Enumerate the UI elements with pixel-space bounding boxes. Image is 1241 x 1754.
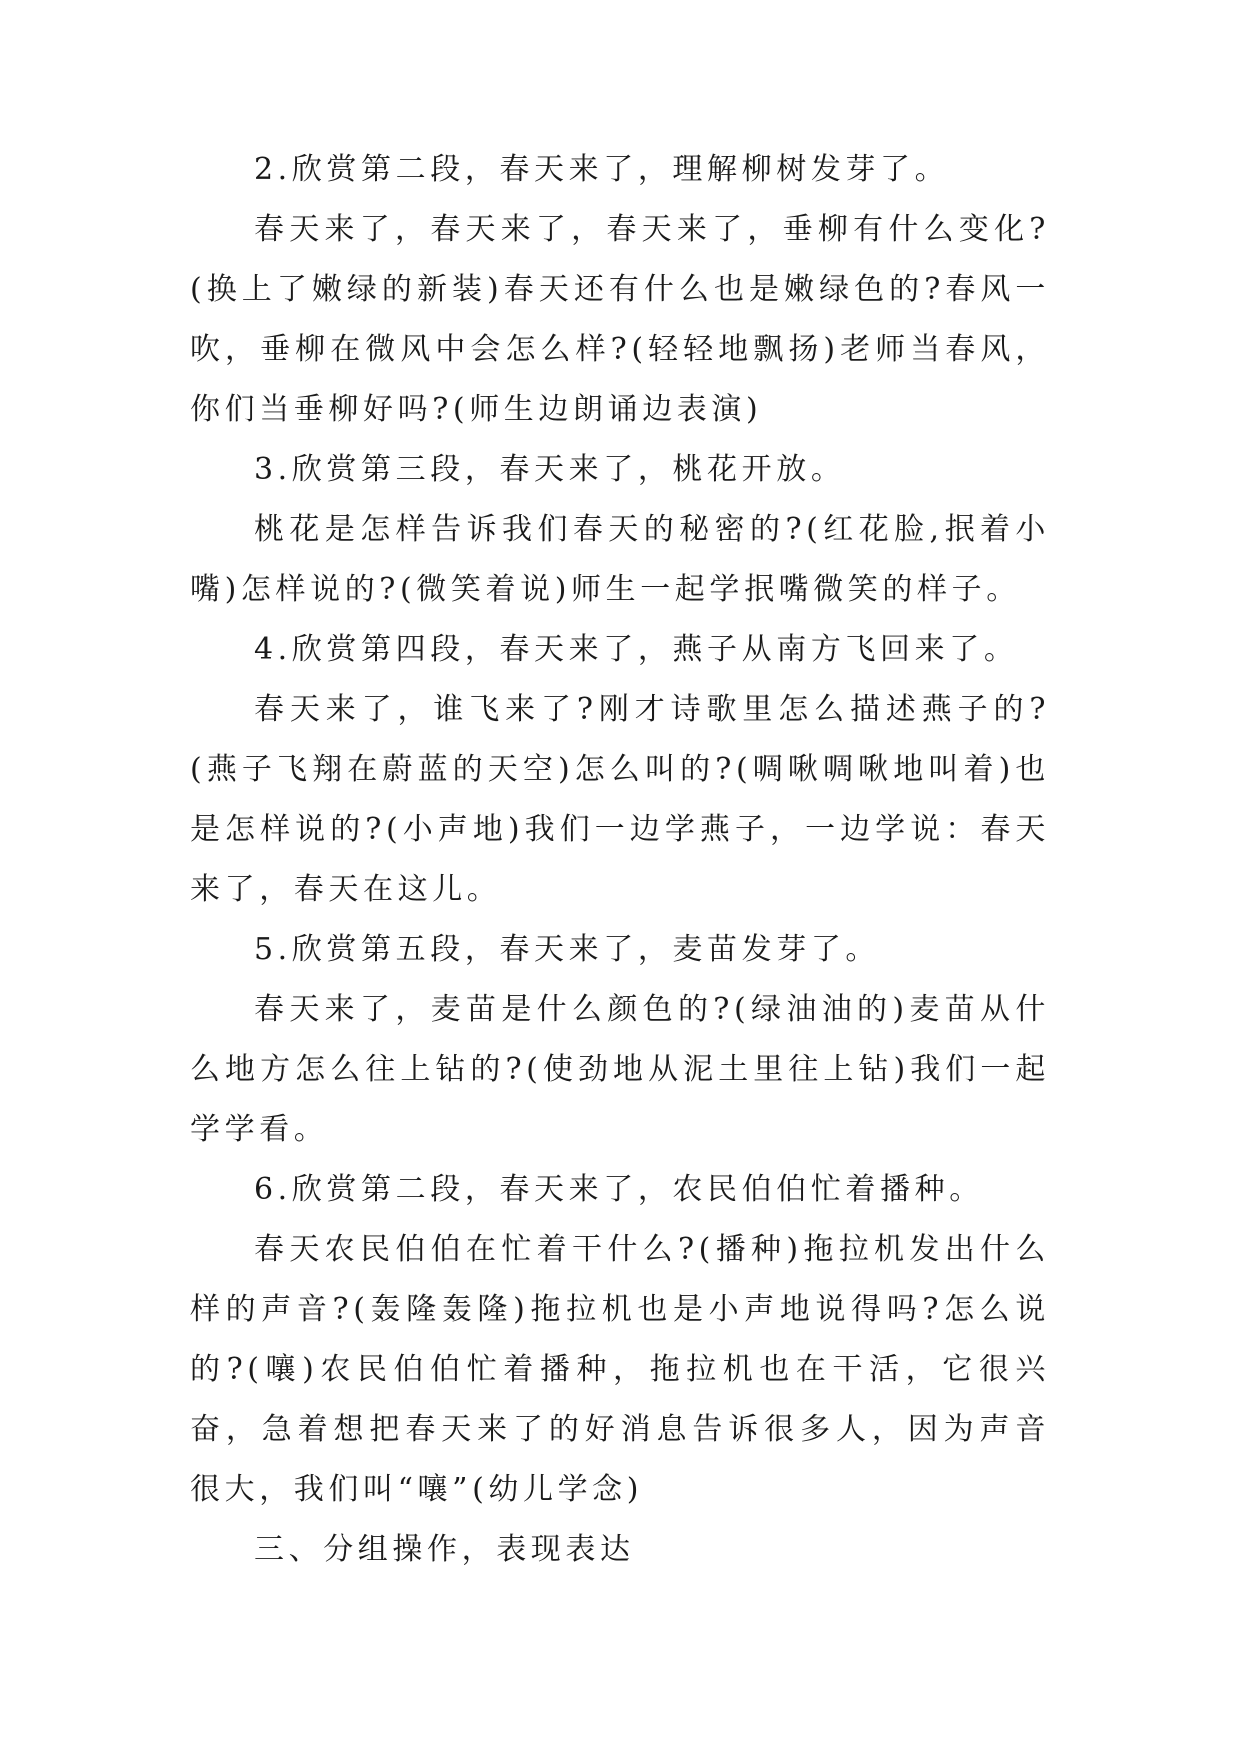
- body-paragraph: 桃花是怎样告诉我们春天的秘密的?(红花脸,抿着小嘴)怎样说的?(微笑着说)师生一起学抿嘴微笑的样子。: [190, 512, 1050, 607]
- step-heading: 6.欣赏第二段，春天来了，农民伯伯忙着播种。: [254, 1172, 984, 1207]
- body-paragraph: 春天来了，谁飞来了?刚才诗歌里怎么描述燕子的?(燕子飞翔在蔚蓝的天空)怎么叫的?(啁啾啁啾地叫着)也是怎样说的?(小声地)我们一边学燕子，一边学说：春天来了，春天在这儿。: [190, 692, 1050, 907]
- step-heading: 2.欣赏第二段，春天来了，理解柳树发芽了。: [254, 152, 950, 187]
- step-heading: 4.欣赏第四段，春天来了，燕子从南方飞回来了。: [254, 632, 1019, 667]
- body-paragraph: 春天农民伯伯在忙着干什么?(播种)拖拉机发出什么样的声音?(轰隆轰隆)拖拉机也是小声地说得吗?怎么说的?(嚷)农民伯伯忙着播种，拖拉机也在干活，它很兴奋，急着想把春天来了的好消息告诉很多人，因为声音很大，我们叫“嚷”(幼儿学念): [190, 1232, 1050, 1507]
- body-paragraph: 春天来了，春天来了，春天来了，垂柳有什么变化?(换上了嫩绿的新装)春天还有什么也是嫩绿色的?春风一吹，垂柳在微风中会怎么样?(轻轻地飘扬)老师当春风，你们当垂柳好吗?(师生边朗诵边表演): [190, 212, 1050, 427]
- step-heading: 3.欣赏第三段，春天来了，桃花开放。: [254, 452, 846, 487]
- step-heading: 5.欣赏第五段，春天来了，麦苗发芽了。: [254, 932, 881, 967]
- document-page: [190, 140, 1050, 1580]
- section-heading: 三、分组操作，表现表达: [254, 1532, 635, 1567]
- body-paragraph: 春天来了，麦苗是什么颜色的?(绿油油的)麦苗从什么地方怎么往上钻的?(使劲地从泥土里往上钻)我们一起学学看。: [190, 992, 1050, 1147]
